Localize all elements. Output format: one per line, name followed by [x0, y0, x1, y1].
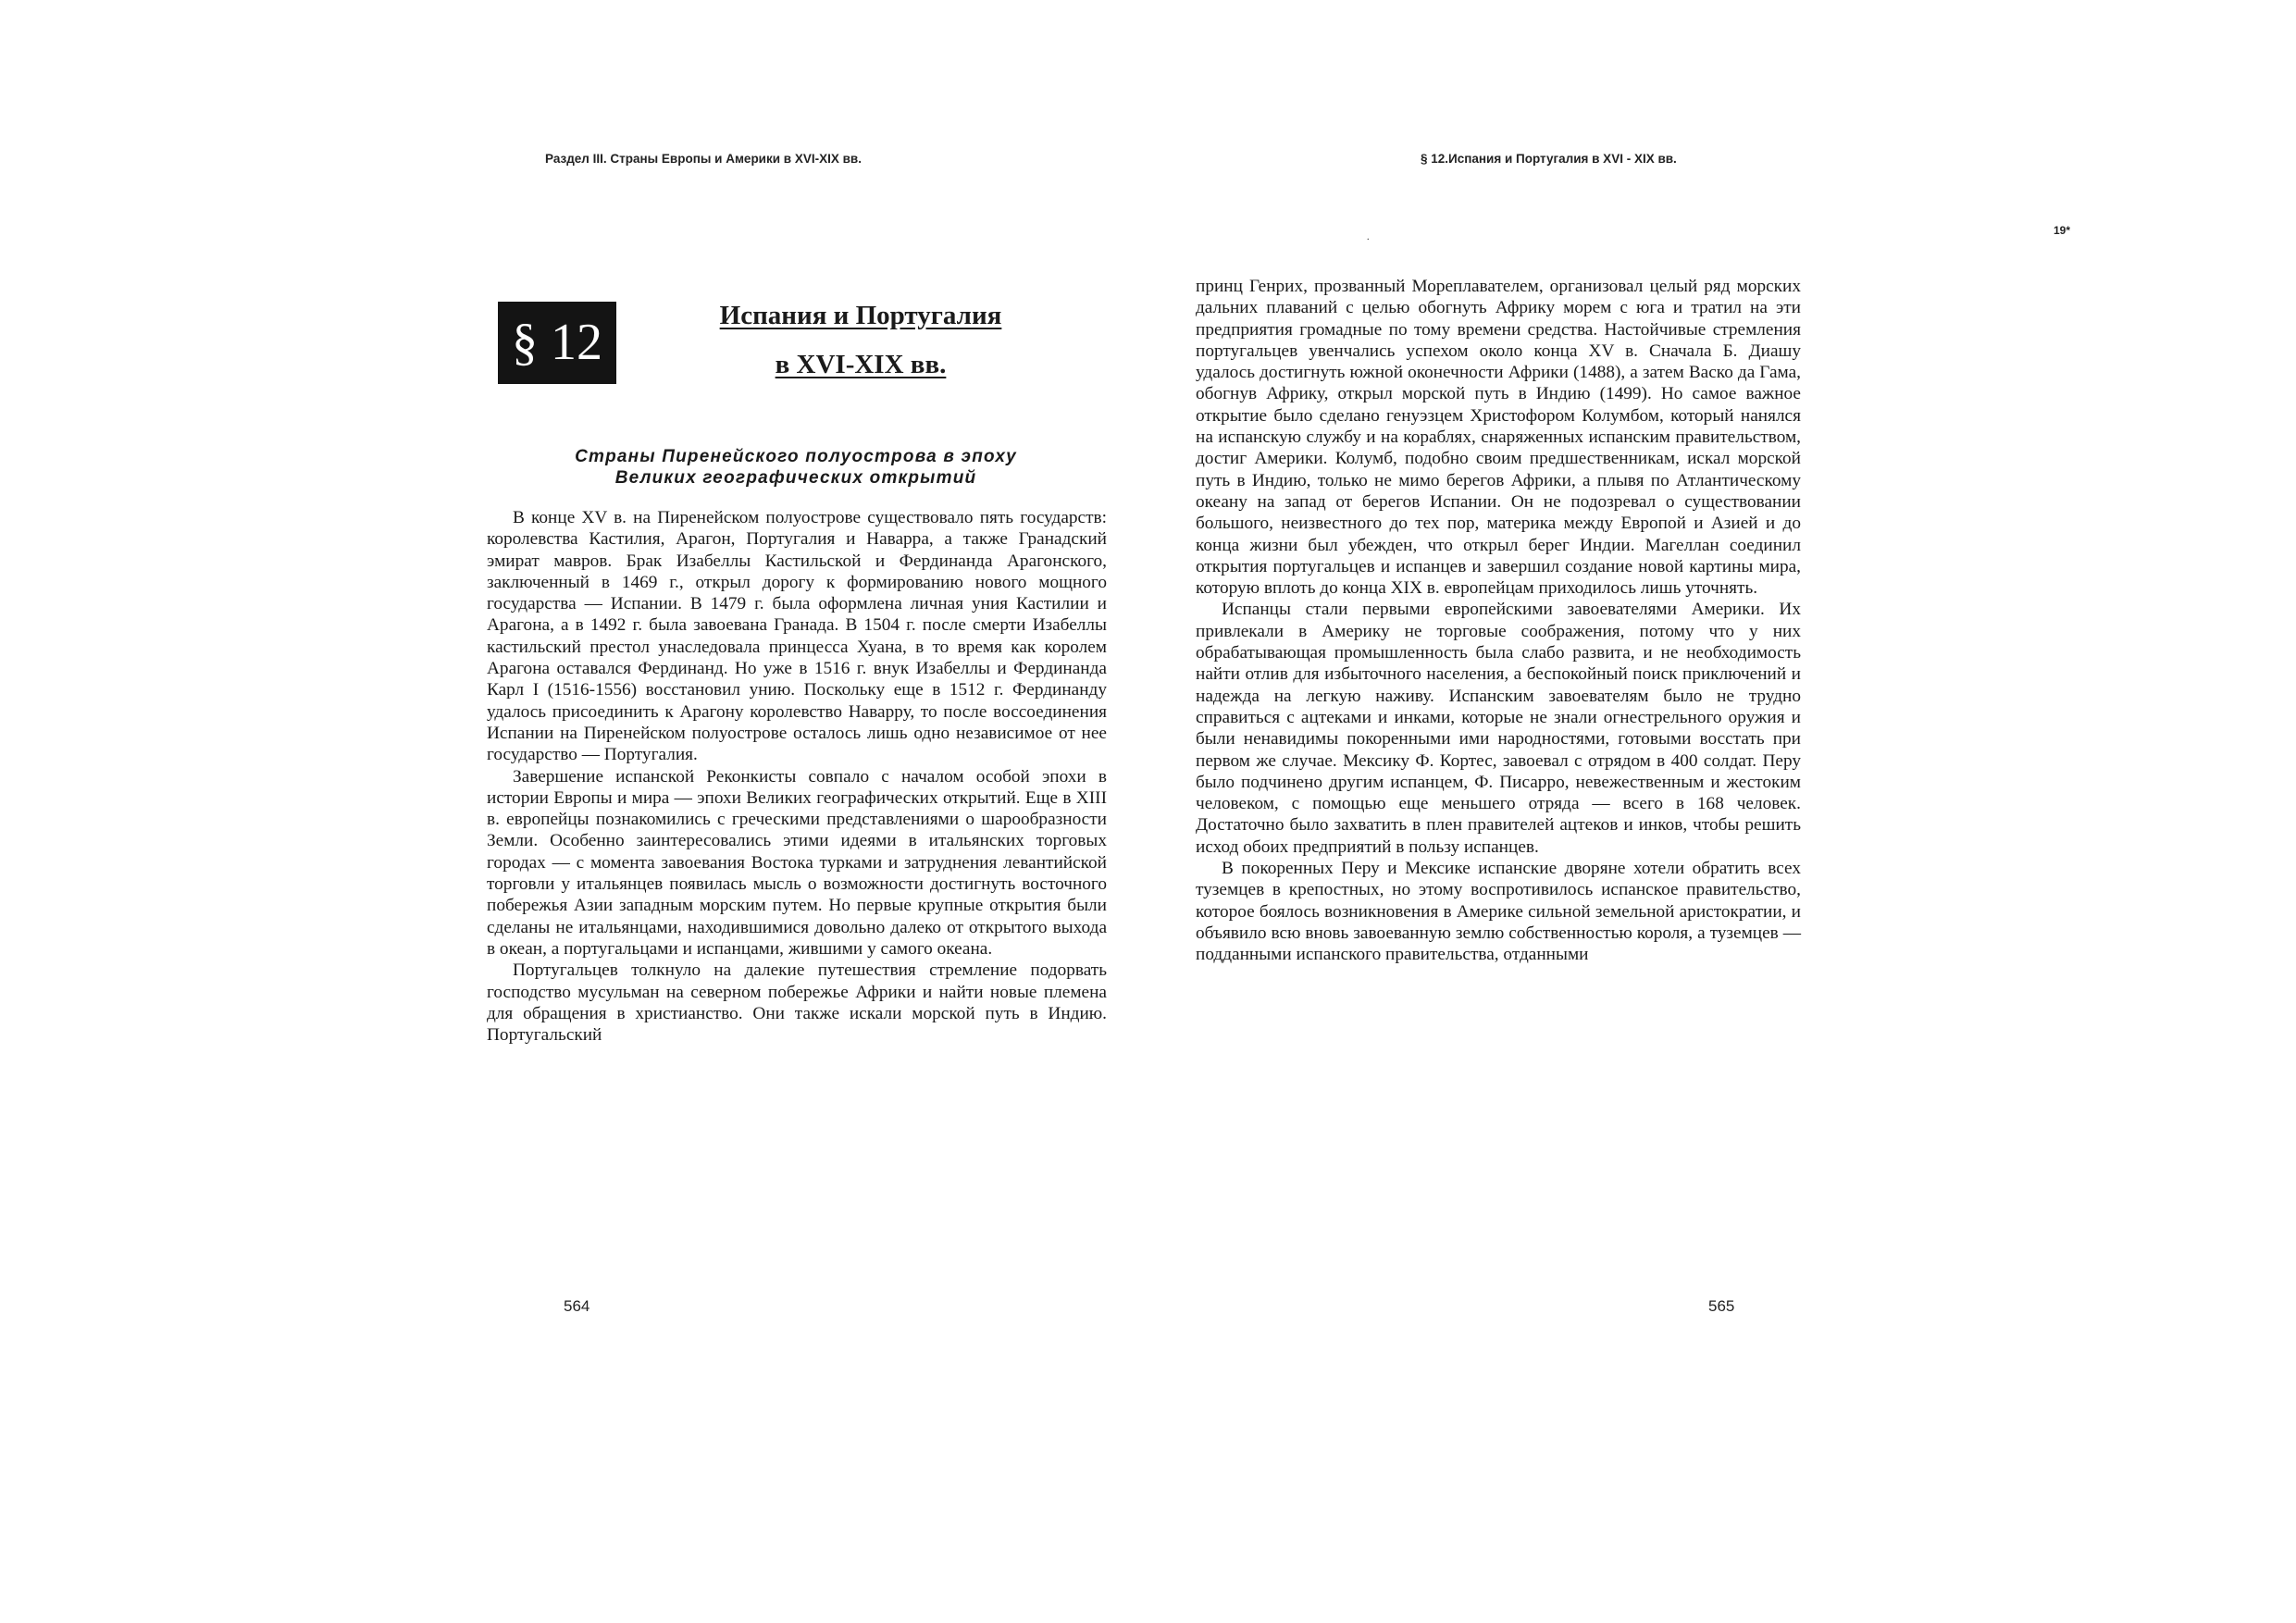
paragraph: В покоренных Перу и Мексике испанские дворяне хотели обратить всех туземцев в крепостных, но этому воспротивилось испанское правительство, которое боялось возникновения в Америке сильной земельной аристократии, и объявило всю вновь завоеванную землю собственностью короля, а туземцев — подданными испанского правительства, отданными	[1196, 859, 1801, 965]
running-header-right: § 12.Испания и Португалия в XVI - XIX вв.	[1421, 152, 1677, 166]
signature-mark: 19*	[2054, 224, 2071, 237]
subsection-title-line-1: Страны Пиренейского полуострова в эпоху	[575, 447, 1017, 466]
paragraph: Португальцев толкнуло на далекие путешествия стремление подорвать господство мусульман на северном побережье Африки и найти новые племена для обращения в христианство. Они также искали морской путь в Индию. Португальский	[487, 960, 1107, 1046]
chapter-title-line-1: Испания и Португалия	[719, 301, 1002, 330]
paragraph: В конце XV в. на Пиренейском полуострове существовало пять государств: королевства Кастилия, Арагон, Португалия и Наварра, а также Гранадский эмират мавров. Брак Изабеллы Кастильской и Фердинанда Арагонского, заключенный в 1469 г., открыл дорогу к формированию нового мощного государства — Испании. В 1479 г. была оформлена личная уния Кастилии и Арагона, а в 1492 г. была завоевана Гранада. В 1504 г. после смерти Изабеллы кастильский престол унаследовала принцесса Хуана, в то время как королем Арагона оставался Фердинанд. Но уже в 1516 г. внук Изабеллы и Фердинанда Карл I (1516-1556) восстановил унию. Поскольку еще в 1512 г. Фердинанду удалось присоединить к Арагону королевство Наварру, то после воссоединения Испании на Пиренейском полуострове осталось лишь одно независимое от нее государство — Португалия.	[487, 508, 1107, 765]
paragraph: Испанцы стали первыми европейскими завоевателями Америки. Их привлекали в Америку не торговые соображения, потому что у них обрабатывающая промышленность была слабо развита, и не необходимость найти отлив для избыточного населения, а беспокойный поиск приключений и надежда на легкую наживу. Испанским завоевателям было не трудно справиться с ацтеками и инками, которые не знали огнестрельного оружия и были ненавидимы покоренными ими народностями, готовыми восстать при первом же случае. Мексику Ф. Кортес, завоевал с отрядом в 400 солдат. Перу было подчинено другим испанцем, Ф. Писарро, невежественным и жестоким человеком, с помощью еще меньшего отряда — всего в 168 человек. Достаточно было захватить в плен правителей ацтеков и инков, чтобы решить исход обоих предприятий в пользу испанцев.	[1196, 600, 1801, 857]
section-number-box: § 12	[498, 302, 616, 384]
running-header-left: Раздел III. Страны Европы и Америки в XVI-XIX вв.	[545, 152, 862, 166]
stray-dot: .	[1367, 232, 1370, 242]
subsection-title-line-2: Великих географических открытий	[614, 468, 977, 488]
chapter-title-line-2: в XVI-XIX вв.	[775, 350, 947, 379]
left-page-column	[487, 507, 1107, 1046]
page-number-right: 565	[1708, 1297, 1735, 1315]
right-page-column	[1196, 276, 1801, 966]
paragraph: принц Генрих, прозванный Мореплавателем, организовал целый ряд морских дальних плаваний с целью обогнуть Африку морем с юга и тратил на эти предприятия громадные по тому времени средства. Настойчивые стремления португальцев увенчались успехом около конца XV в. Сначала Б. Диашу удалось достигнуть южной оконечности Африки (1488), а затем Васко да Гама, обогнув Африку, открыл морской путь в Индию (1499). Но самое важное открытие было сделано генуэзцем Христофором Колумбом, который нанялся на испанскую службу и на кораблях, снаряженных испанским правительством, достиг Америки. Колумб, подобно своим предшественникам, искал морской путь в Индию, только не мимо берегов Африки, а плывя по Атлантическому океану на запад от берегов Испании. Он не подозревал о существовании большого, неизвестного до тех пор, материка между Европой и Азией и до конца жизни был убежден, что открыл берег Индии. Магеллан соединил открытия португальцев и испанцев и завершил создание новой картины мира, которую вплоть до конца XIX в. европейцам приходилось лишь уточнять.	[1196, 277, 1801, 599]
paragraph: Завершение испанской Реконкисты совпало с началом особой эпохи в истории Европы и мира — эпохи Великих географических открытий. Еще в XIII в. европейцы познакомились с греческими представлениями о шарообразности Земли. Особенно заинтересовались этими идеями в итальянских торговых городах — с момента завоевания Востока турками и затруднения левантийской торговли у итальянцев появилась мысль о возможности достигнуть восточного побережья Азии западным морским путем. Но первые крупные открытия были сделаны не итальянцами, находившимися довольно далеко от открытого выхода в океан, а португальцами и испанцами, жившими у самого океана.	[487, 766, 1107, 959]
page-number-left: 564	[564, 1297, 590, 1315]
